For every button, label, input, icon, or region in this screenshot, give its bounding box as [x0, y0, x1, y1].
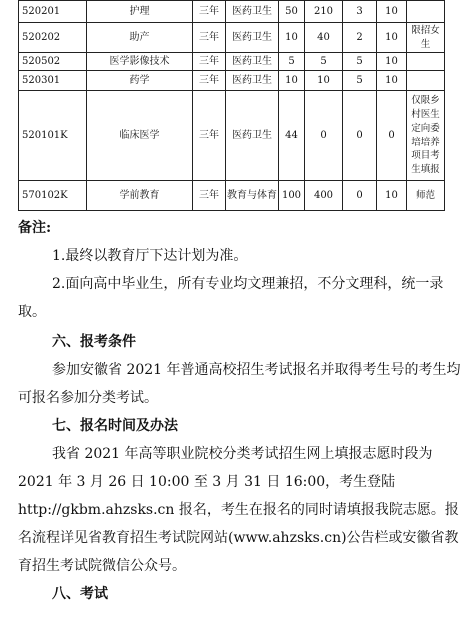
cell-count-d: 0 — [377, 91, 407, 181]
cell-count-b: 0 — [305, 91, 343, 181]
cell-category: 医药卫生 — [226, 53, 279, 71]
section-7-heading: 七、报名时间及办法 — [52, 418, 178, 434]
cell-count-a: 50 — [279, 1, 305, 23]
cell-count-d: 10 — [377, 71, 407, 91]
cell-years: 三年 — [193, 23, 226, 53]
section-8-heading: 八、考试 — [52, 586, 108, 602]
cell-count-a: 10 — [279, 23, 305, 53]
cell-code: 570102K — [19, 181, 87, 211]
cell-years: 三年 — [193, 91, 226, 181]
cell-count-a: 10 — [279, 71, 305, 91]
cell-category: 医药卫生 — [226, 23, 279, 53]
cell-count-a: 5 — [279, 53, 305, 71]
cell-category: 医药卫生 — [226, 91, 279, 181]
cell-count-c: 2 — [343, 23, 377, 53]
cell-count-c: 5 — [343, 71, 377, 91]
table-row — [19, 91, 445, 181]
cell-category: 医药卫生 — [226, 1, 279, 23]
cell-count-c: 0 — [343, 181, 377, 211]
section-6-heading: 六、报考条件 — [52, 334, 136, 350]
table-row — [19, 1, 445, 23]
cell-name: 临床医学 — [87, 91, 193, 181]
note-item-1: 1.最终以教育厅下达计划为准。 — [52, 248, 248, 264]
table-row — [19, 71, 445, 91]
cell-years: 三年 — [193, 71, 226, 91]
cell-count-c: 3 — [343, 1, 377, 23]
cell-years: 三年 — [193, 53, 226, 71]
cell-count-b: 5 — [305, 53, 343, 71]
cell-count-d: 10 — [377, 181, 407, 211]
cell-name: 药学 — [87, 71, 193, 91]
cell-count-d: 10 — [377, 23, 407, 53]
cell-code: 520502 — [19, 53, 87, 71]
table-row — [19, 181, 445, 211]
cell-code: 520202 — [19, 23, 87, 53]
cell-code: 520101K — [19, 91, 87, 181]
cell-note — [407, 71, 445, 91]
cell-name: 护理 — [87, 1, 193, 23]
cell-count-d: 10 — [377, 53, 407, 71]
cell-note — [407, 53, 445, 71]
cell-count-b: 400 — [305, 181, 343, 211]
cell-years: 三年 — [193, 181, 226, 211]
cell-count-c: 5 — [343, 53, 377, 71]
notes-heading: 备注: — [18, 220, 52, 236]
section-7-body: 我省 2021 年高等职业院校分类考试招生网上填报志愿时段为 2021 年 3 月 26 日 10:00 至 3 月 31 日 16:00，考生登陆 http://gkbm.ahzsks.cn 报名，考生在报名的同时请填报我院志愿。报名流程详见省教育招生考试院网站(www.ahzsks.cn)公告栏或安徽省教育招生考试院微信公众号。 — [18, 446, 459, 574]
cell-name: 助产 — [87, 23, 193, 53]
cell-count-b: 40 — [305, 23, 343, 53]
cell-years: 三年 — [193, 1, 226, 23]
cell-note: 师范 — [407, 181, 445, 211]
section-6-body: 参加安徽省 2021 年普通高校招生考试报名并取得考生号的考生均可报名参加分类考试。 — [18, 362, 461, 406]
cell-count-d: 10 — [377, 1, 407, 23]
cell-count-c: 0 — [343, 91, 377, 181]
table-body — [19, 1, 445, 211]
table-row — [19, 53, 445, 71]
cell-count-a: 44 — [279, 91, 305, 181]
cell-category: 教育与体育 — [226, 181, 279, 211]
cell-name: 学前教育 — [87, 181, 193, 211]
cell-note — [407, 1, 445, 23]
cell-name: 医学影像技术 — [87, 53, 193, 71]
cell-code: 520201 — [19, 1, 87, 23]
cell-note: 仅限乡村医生定向委培培养项目考生填报 — [407, 91, 445, 181]
cell-category: 医药卫生 — [226, 71, 279, 91]
cell-count-b: 10 — [305, 71, 343, 91]
cell-note: 限招女生 — [407, 23, 445, 53]
note-item-2: 2.面向高中毕业生，所有专业均文理兼招，不分文理科，统一录取。 — [18, 276, 444, 320]
cell-code: 520301 — [19, 71, 87, 91]
table-row — [19, 23, 445, 53]
cell-count-b: 210 — [305, 1, 343, 23]
cell-count-a: 100 — [279, 181, 305, 211]
enrollment-plan-table — [18, 0, 445, 211]
